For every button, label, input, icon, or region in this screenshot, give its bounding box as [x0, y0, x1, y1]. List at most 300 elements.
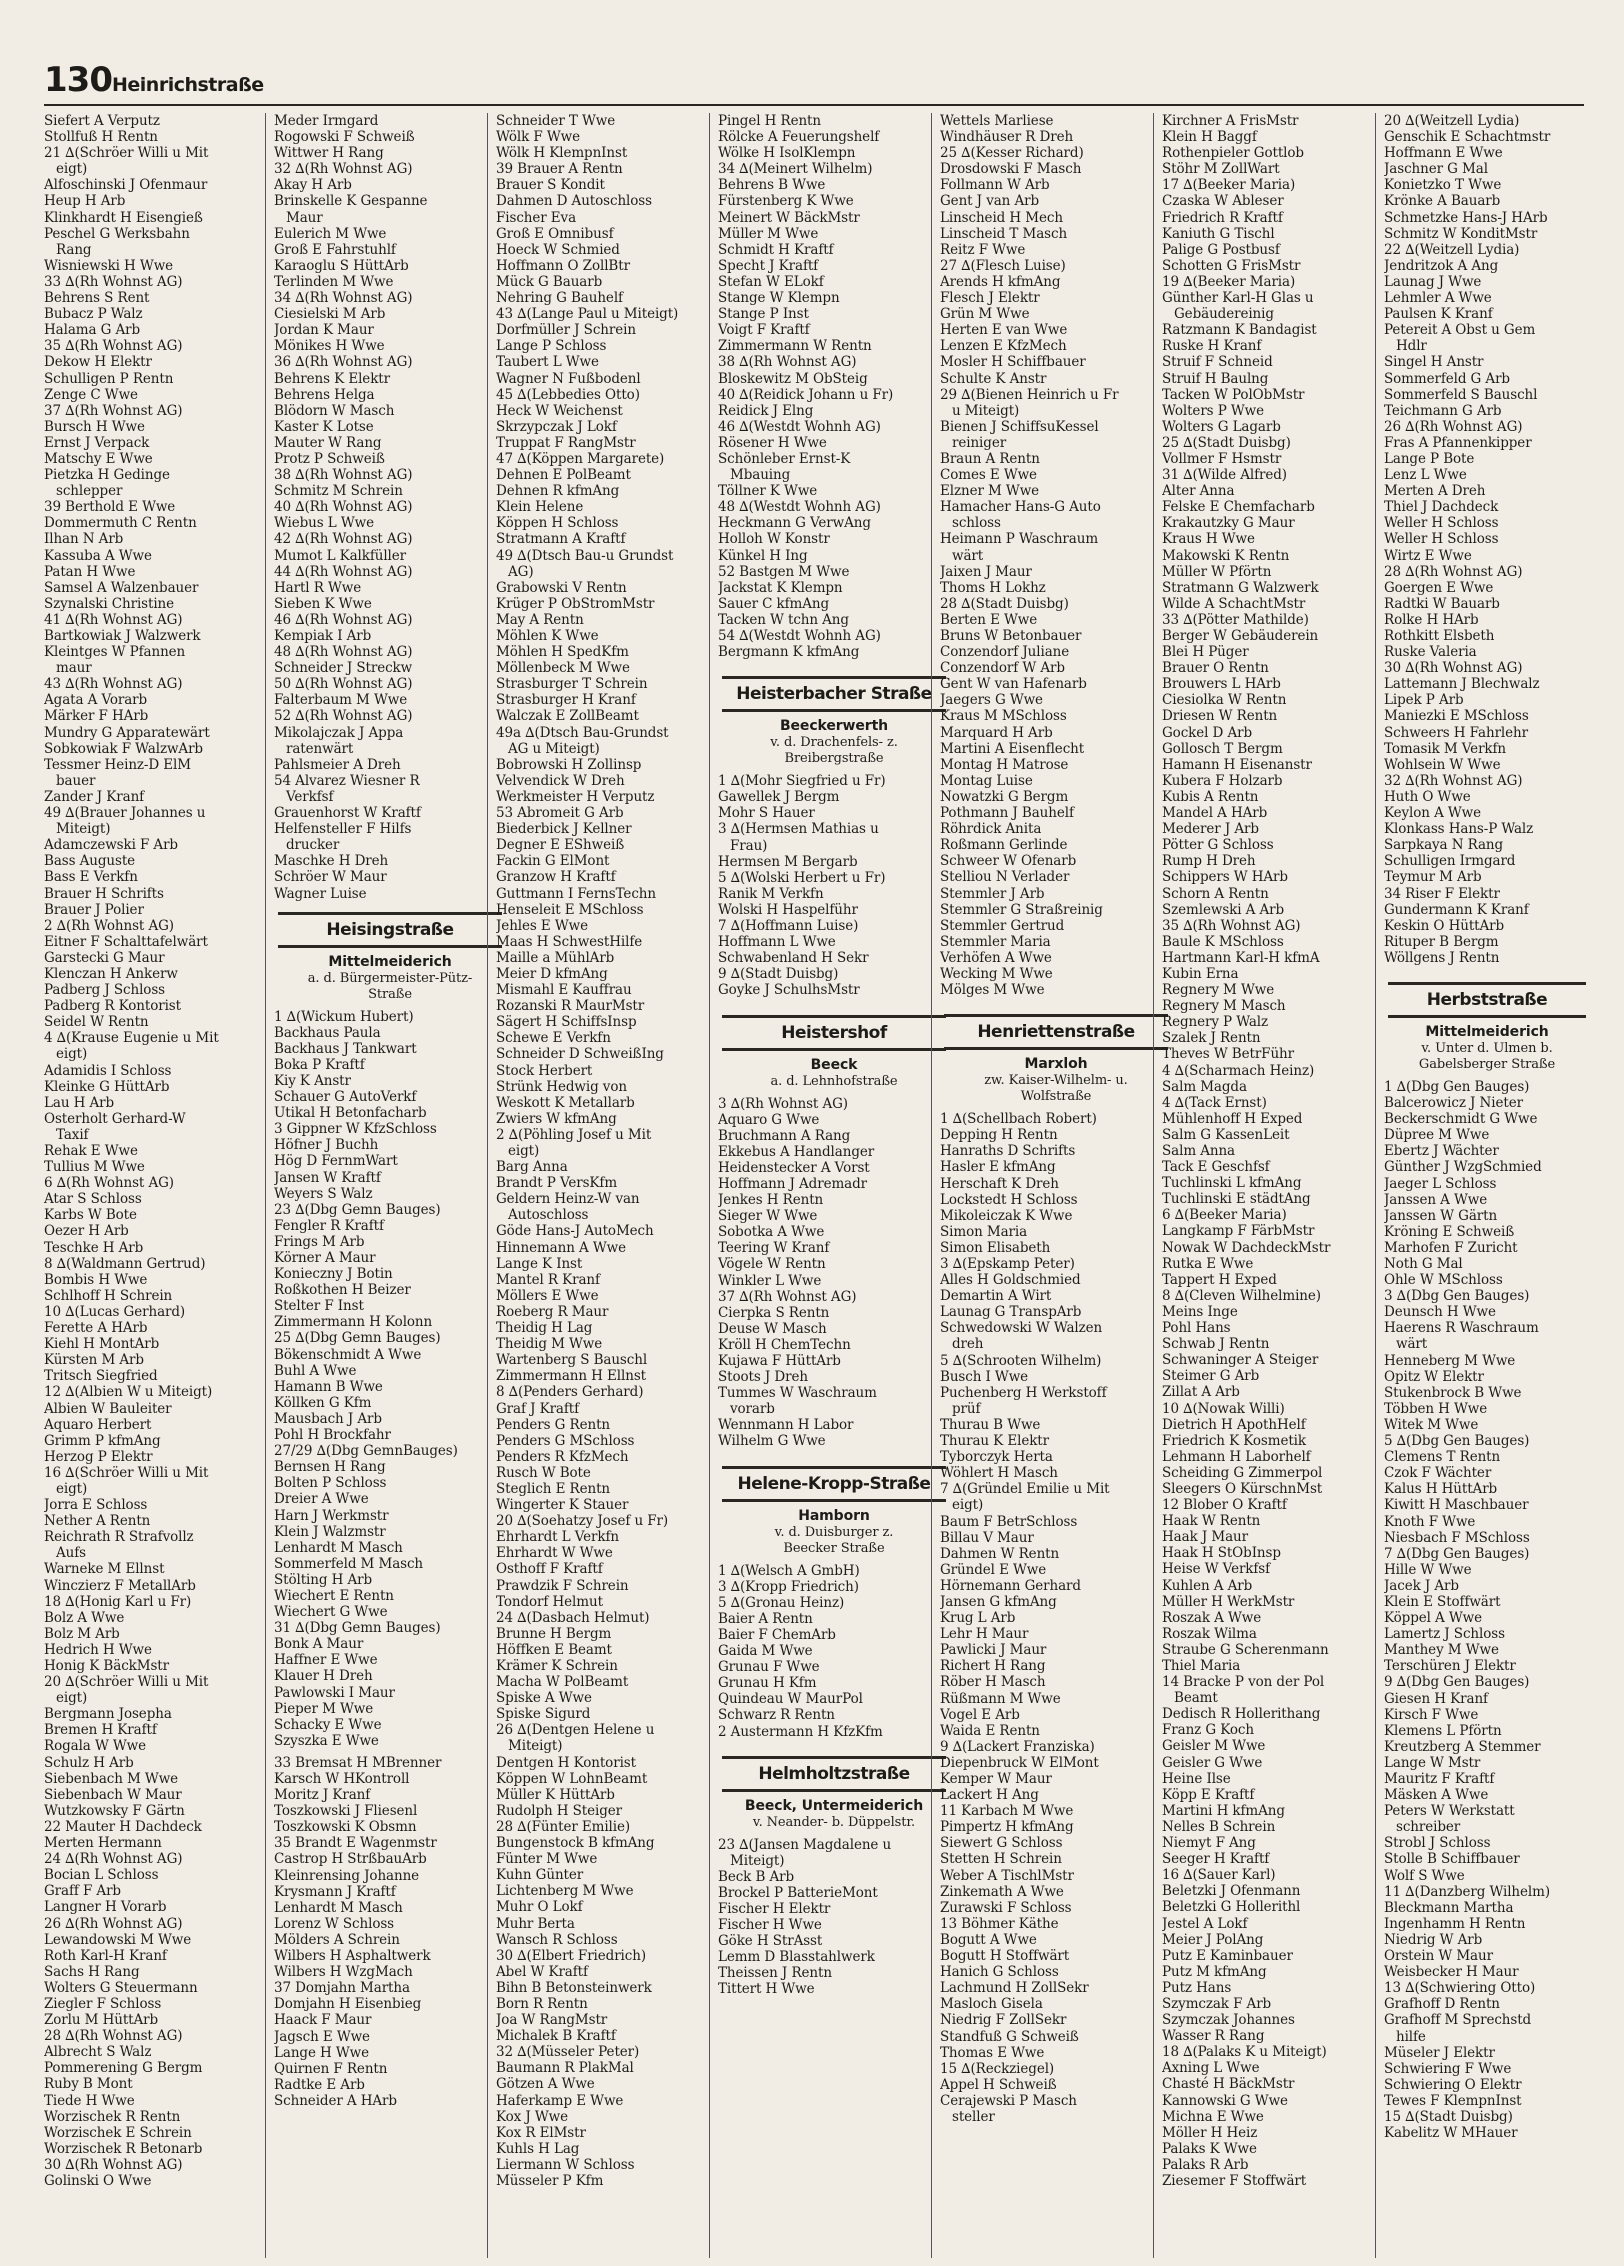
- resident-entry: 10 ∆(Nowak Willi): [1162, 1400, 1285, 1417]
- resident-entry: Rogowski F Schweiß: [274, 129, 415, 146]
- street-range: v. Unter d. Ulmen b.: [1421, 1040, 1553, 1056]
- resident-entry: Szymczak Johannes: [1162, 2012, 1295, 2029]
- resident-entry: 3 Gippner W KfzSchloss: [274, 1121, 437, 1138]
- resident-entry: Weller H Schloss: [1384, 515, 1499, 532]
- resident-entry: Stollfuß H Rentn: [44, 129, 158, 146]
- resident-entry: Haffner E Wwe: [274, 1652, 378, 1669]
- street-range: Breibergstraße: [784, 751, 884, 767]
- resident-entry: 32 ∆(Rh Wohnst AG): [274, 161, 413, 178]
- resident-entry: 40 ∆(Reidick Johann u Fr): [718, 386, 894, 403]
- resident-entry: Patan H Wwe: [44, 563, 136, 580]
- resident-entry: Jendritzok A Ang: [1384, 257, 1499, 274]
- resident-entry: Toszkowski K Obsmn: [274, 1819, 417, 1836]
- resident-entry: Flesch J Elektr: [940, 290, 1040, 307]
- resident-entry: Lenz L Wwe: [1384, 467, 1467, 484]
- resident-entry: Teichmann G Arb: [1384, 402, 1502, 419]
- resident-entry: Friedrich R Kraftf: [1162, 209, 1283, 226]
- resident-entry: Stelliou N Verlader: [940, 869, 1070, 886]
- resident-entry: Strasburger H Kranf: [496, 692, 636, 709]
- spacer: [718, 1450, 950, 1456]
- resident-entry: 3 ∆(Hermsen Mathias u: [718, 821, 879, 838]
- resident-entry: Waida E Rentn: [940, 1722, 1040, 1739]
- resident-entry: 13 Böhmer Käthe: [940, 1915, 1059, 1932]
- resident-entry: Kuhlen A Arb: [1162, 1577, 1253, 1594]
- resident-entry: Theidig H Lag: [496, 1320, 593, 1337]
- resident-entry: Brandt P VersKfm: [496, 1175, 618, 1192]
- resident-entry: Atar S Schloss: [44, 1191, 142, 1208]
- resident-entry: Sommerfeld S Bauschl: [1384, 386, 1538, 403]
- entry-continuation: Beamt: [1174, 1690, 1218, 1707]
- resident-entry: 48 ∆(Westdt Wohnh AG): [718, 499, 881, 516]
- resident-entry: Stukenbrock B Wwe: [1384, 1384, 1522, 1401]
- resident-entry: Schwarz R Rentn: [718, 1707, 835, 1724]
- resident-entry: Grabowski V Rentn: [496, 579, 627, 596]
- street-range: Wolfstraße: [1020, 1089, 1092, 1105]
- resident-entry: Pommerening G Bergm: [44, 2060, 203, 2077]
- resident-entry: Reitz F Wwe: [940, 241, 1026, 258]
- resident-entry: Masloch Gisela: [940, 1996, 1043, 2013]
- resident-entry: 26 ∆(Rh Wohnst AG): [1384, 418, 1523, 435]
- resident-entry: Macha W PolBeamt: [496, 1674, 629, 1691]
- resident-entry: Wisniewski H Wwe: [44, 257, 174, 274]
- resident-entry: Biederbick J Kellner: [496, 821, 632, 838]
- resident-entry: Dehnen R kfmAng: [496, 483, 620, 500]
- resident-entry: Wutzkowsky F Gärtn: [44, 1802, 185, 1819]
- resident-entry: Dahmen W Rentn: [940, 1545, 1060, 1562]
- resident-entry: Bernsen H Rang: [274, 1459, 386, 1476]
- resident-entry: 44 ∆(Rh Wohnst AG): [274, 563, 413, 580]
- resident-entry: Tyborczyk Herta: [940, 1449, 1053, 1466]
- resident-entry: Penders G MSchloss: [496, 1432, 635, 1449]
- resident-entry: 15 ∆(Reckziegel): [940, 2060, 1055, 2077]
- resident-entry: Rothenpieler Gottlob: [1162, 145, 1304, 162]
- resident-entry: Maniezki E MSchloss: [1384, 708, 1529, 725]
- resident-entry: Braun A Rentn: [940, 450, 1040, 467]
- district-name: Beeck: [810, 1056, 858, 1073]
- resident-entry: 52 Bastgen M Wwe: [718, 563, 850, 580]
- resident-entry: Driesen W Rentn: [1162, 708, 1278, 725]
- resident-entry: Brockel P BatterieMont: [718, 1884, 878, 1901]
- resident-entry: Möllenbeck M Wwe: [496, 660, 630, 677]
- resident-entry: Taubert L Wwe: [496, 354, 599, 371]
- resident-entry: Weskott K Metallarb: [496, 1094, 635, 1111]
- resident-entry: Wiebus L Wwe: [274, 515, 374, 532]
- resident-entry: Stetten H Schrein: [940, 1851, 1062, 1868]
- resident-entry: Schwiering F Wwe: [1384, 2060, 1512, 2077]
- resident-entry: Haak H StObInsp: [1162, 1545, 1281, 1562]
- resident-entry: Schulligen Irmgard: [1384, 853, 1516, 870]
- resident-entry: Bergmann Josepha: [44, 1706, 172, 1723]
- district-name: Marxloh: [1024, 1056, 1088, 1073]
- resident-entry: Linscheid T Masch: [940, 225, 1068, 242]
- resident-entry: Geldern Heinz-W van: [496, 1191, 640, 1208]
- resident-entry: Mohr S Hauer: [718, 805, 815, 822]
- resident-entry: Behrens K Elektr: [274, 370, 390, 387]
- resident-entry: Jehles E Wwe: [496, 917, 588, 934]
- resident-entry: Bloskewitz M ObSteig: [718, 370, 868, 387]
- resident-entry: Mismahl E Kauffrau: [496, 982, 632, 999]
- resident-entry: 3 ∆(Dbg Gen Bauges): [1384, 1288, 1530, 1305]
- resident-entry: Ferette A HArb: [44, 1320, 148, 1337]
- resident-entry: 5 ∆(Schrooten Wilhelm): [940, 1352, 1102, 1369]
- resident-entry: Karsch W HKontroll: [274, 1771, 410, 1787]
- resident-entry: Eulerich M Wwe: [274, 225, 387, 242]
- resident-entry: 54 Alvarez Wiesner R: [274, 772, 420, 789]
- directory-column: [265, 113, 506, 2258]
- resident-entry: Martini H kfmAng: [1162, 1802, 1285, 1819]
- resident-entry: Padberg R Kontorist: [44, 998, 181, 1015]
- resident-entry: Agata A Vorarb: [44, 692, 148, 709]
- resident-entry: Sieben K Wwe: [274, 595, 372, 612]
- resident-entry: Bombis H Wwe: [44, 1271, 148, 1288]
- resident-entry: Schwiering O Elektr: [1384, 2076, 1522, 2093]
- entry-continuation: wärt: [952, 547, 984, 564]
- resident-entry: Hoffmann O ZollBtr: [496, 257, 630, 274]
- resident-entry: Kröning E Schweiß: [1384, 1223, 1515, 1240]
- resident-entry: Grimm P kfmAng: [44, 1432, 161, 1449]
- resident-entry: Tewes F KlempnInst: [1384, 2092, 1522, 2109]
- resident-entry: Höfner J Buchh: [274, 1137, 379, 1154]
- resident-entry: Merten A Dreh: [1384, 483, 1486, 500]
- resident-entry: 46 ∆(Westdt Wohnh AG): [718, 418, 881, 435]
- resident-entry: Grunau F Wwe: [718, 1659, 820, 1676]
- resident-entry: 34 ∆(Rh Wohnst AG): [274, 290, 413, 307]
- resident-entry: Huth O Wwe: [1384, 788, 1471, 805]
- resident-entry: 4 ∆(Scharmach Heinz): [1162, 1062, 1315, 1079]
- resident-entry: Tacken W tchn Ang: [718, 611, 849, 628]
- resident-entry: 9 ∆(Stadt Duisbg): [718, 966, 839, 983]
- resident-entry: Baum F BetrSchloss: [940, 1513, 1078, 1530]
- resident-entry: Schönleber Ernst-K: [718, 450, 851, 467]
- resident-entry: Simon Elisabeth: [940, 1239, 1051, 1256]
- resident-entry: Jaegers G Wwe: [940, 692, 1043, 709]
- resident-entry: Lau H Arb: [44, 1094, 115, 1111]
- resident-entry: Szemlewski A Arb: [1162, 901, 1285, 918]
- resident-entry: Martini A Eisenflecht: [940, 740, 1085, 757]
- resident-entry: Jorra E Schloss: [44, 1497, 148, 1514]
- entry-continuation: hilfe: [1396, 2028, 1426, 2045]
- resident-entry: Bolz A Wwe: [44, 1609, 125, 1626]
- resident-entry: Peters W Werkstatt: [1384, 1803, 1515, 1820]
- resident-entry: Schröer W Maur: [274, 869, 387, 886]
- resident-entry: Klonkass Hans-P Walz: [1384, 821, 1534, 838]
- resident-entry: Launag G TranspArb: [940, 1304, 1082, 1321]
- resident-entry: Boka P Kraftf: [274, 1056, 365, 1073]
- resident-entry: Wohlsein W Wwe: [1384, 756, 1501, 773]
- resident-entry: Brauer S Kondit: [496, 177, 605, 194]
- resident-entry: Wolters P Wwe: [1162, 402, 1264, 419]
- resident-entry: Gockel D Arb: [1162, 724, 1253, 741]
- resident-entry: Hörnemann Gerhard: [940, 1577, 1081, 1594]
- resident-entry: Klinkhardt H Eisengieß: [44, 209, 203, 226]
- resident-entry: Friedrich K Kosmetik: [1162, 1432, 1306, 1449]
- street-heading: Heistershof: [722, 1015, 946, 1051]
- resident-entry: Stratmann G Walzwerk: [1162, 579, 1319, 596]
- entry-continuation: dreh: [952, 1336, 984, 1353]
- resident-entry: Roeberg R Maur: [496, 1303, 609, 1320]
- resident-entry: Meins Inge: [1162, 1303, 1238, 1320]
- resident-entry: Sauer C kfmAng: [718, 595, 830, 612]
- resident-entry: 4 ∆(Tack Ernst): [1162, 1094, 1267, 1111]
- resident-entry: 49 ∆(Dtsch Bau-u Grundst: [496, 547, 674, 564]
- resident-entry: Terschüren J Elektr: [1384, 1658, 1516, 1675]
- resident-entry: Bobrowski H Zollinsp: [496, 756, 642, 773]
- resident-entry: Roszak Wilma: [1162, 1625, 1257, 1642]
- resident-entry: Ingenhamm H Rentn: [1384, 1915, 1526, 1932]
- resident-entry: Lewandowski M Wwe: [44, 1931, 192, 1948]
- resident-entry: Schwabenland H Sekr: [718, 950, 869, 967]
- resident-entry: Hamacher Hans-G Auto: [940, 499, 1101, 516]
- resident-entry: Golinski O Wwe: [44, 2173, 152, 2189]
- resident-entry: Märker F HArb: [44, 708, 149, 725]
- resident-entry: Wolters G Steuermann: [44, 1979, 198, 1996]
- resident-entry: Grün M Wwe: [940, 306, 1030, 323]
- resident-entry: Zimmermann W Rentn: [718, 338, 872, 355]
- resident-entry: 39 Brauer A Rentn: [496, 161, 623, 178]
- resident-entry: Radtke E Arb: [274, 2076, 365, 2093]
- resident-entry: 35 ∆(Rh Wohnst AG): [44, 338, 183, 355]
- resident-entry: Theidig M Wwe: [496, 1336, 603, 1353]
- resident-entry: Schewe E Verkfn: [496, 1030, 611, 1047]
- entry-continuation: Hdlr: [1396, 338, 1427, 355]
- resident-entry: Backhaus J Tankwart: [274, 1040, 417, 1057]
- resident-entry: Haerens R Waschraum: [1384, 1320, 1539, 1337]
- resident-entry: 18 ∆(Palaks K u Miteigt): [1162, 2044, 1327, 2061]
- resident-entry: Mederer J Arb: [1162, 821, 1259, 838]
- resident-entry: Gent J van Arb: [940, 193, 1039, 210]
- resident-entry: Jackstat K Klempn: [718, 579, 843, 596]
- resident-entry: Höffken E Beamt: [496, 1641, 612, 1658]
- resident-entry: Schulligen P Rentn: [44, 370, 174, 387]
- resident-entry: Conzendorf Juliane: [940, 644, 1070, 661]
- resident-entry: Roszak A Wwe: [1162, 1609, 1262, 1626]
- resident-entry: Vögele W Rentn: [718, 1256, 826, 1273]
- resident-entry: Theves W BetrFühr: [1162, 1046, 1294, 1063]
- resident-entry: Maas H SchwestHilfe: [496, 933, 643, 950]
- resident-entry: Mosler H Schiffbauer: [940, 354, 1086, 371]
- resident-entry: 30 ∆(Rh Wohnst AG): [1384, 660, 1523, 677]
- resident-entry: Lehmann H Laborhelf: [1162, 1448, 1311, 1465]
- entry-continuation: vorarb: [730, 1401, 775, 1418]
- resident-entry: Domjahn H Eisenbieg: [274, 1996, 422, 2013]
- resident-entry: Diepenbruck W ElMont: [940, 1754, 1099, 1771]
- resident-entry: 29 ∆(Bienen Heinrich u Fr: [940, 386, 1119, 403]
- resident-entry: 14 Bracke P von der Pol: [1162, 1674, 1325, 1691]
- resident-entry: Regnery M Masch: [1162, 998, 1286, 1015]
- resident-entry: Wölk H KlempnInst: [496, 145, 628, 162]
- resident-entry: Jagsch E Wwe: [274, 2028, 370, 2045]
- resident-entry: Körner A Maur: [274, 1250, 376, 1266]
- resident-entry: Knoth F Wwe: [1384, 1513, 1476, 1530]
- resident-entry: Thiel Maria: [1162, 1658, 1241, 1674]
- resident-entry: Wöllgens J Rentn: [1384, 949, 1500, 966]
- resident-entry: Ilhan N Arb: [44, 531, 124, 548]
- resident-entry: Straube G Scherenmann: [1162, 1641, 1329, 1658]
- resident-entry: Kox J Wwe: [496, 2108, 568, 2125]
- resident-entry: Weisbecker H Maur: [1384, 1964, 1519, 1981]
- resident-entry: Siebenbach W Maur: [44, 1786, 182, 1803]
- resident-entry: Thoms H Lokhz: [940, 579, 1046, 596]
- resident-entry: Clemens T Rentn: [1384, 1449, 1501, 1466]
- resident-entry: Strasburger T Schrein: [496, 676, 648, 693]
- resident-entry: Akay H Arb: [274, 177, 352, 194]
- resident-entry: Heidenstecker A Vorst: [718, 1159, 870, 1176]
- resident-entry: Müller W Pförtn: [1162, 563, 1272, 580]
- resident-entry: 16 ∆(Sauer Karl): [1162, 1867, 1276, 1884]
- page-title: Heinrichstraße: [112, 74, 264, 96]
- resident-entry: Halama G Arb: [44, 322, 141, 339]
- resident-entry: Bleckmann Martha: [1384, 1899, 1514, 1916]
- resident-entry: Terlinden M Wwe: [274, 273, 394, 290]
- resident-entry: 26 ∆(Dentgen Helene u: [496, 1722, 655, 1739]
- resident-entry: Roth Karl-H Kranf: [44, 1947, 167, 1964]
- resident-entry: Düpree M Wwe: [1384, 1127, 1490, 1144]
- street-heading: Herbststraße: [1388, 982, 1586, 1018]
- resident-entry: Tritsch Siegfried: [44, 1368, 158, 1385]
- resident-entry: Pawlicki J Maur: [940, 1642, 1047, 1659]
- resident-entry: Protz P Schweiß: [274, 450, 385, 467]
- resident-entry: Wölke H IsolKlempn: [718, 145, 856, 162]
- resident-entry: Göke H StrAsst: [718, 1933, 823, 1950]
- resident-entry: Dekow H Elektr: [44, 354, 152, 371]
- resident-entry: 50 ∆(Rh Wohnst AG): [274, 676, 413, 693]
- resident-entry: Gent W van Hafenarb: [940, 676, 1087, 693]
- resident-entry: Mölges M Wwe: [940, 982, 1045, 999]
- resident-entry: Winczierz F MetallArb: [44, 1577, 196, 1594]
- resident-entry: Szynalski Christine: [44, 595, 175, 612]
- resident-entry: Ranik M Verkfn: [718, 885, 824, 902]
- resident-entry: Jestel A Lokf: [1162, 1915, 1248, 1932]
- resident-entry: Dommermuth C Rentn: [44, 515, 197, 532]
- resident-entry: Lehmler A Wwe: [1384, 290, 1492, 307]
- spacer: [718, 660, 950, 666]
- resident-entry: Lemm D Blasstahlwerk: [718, 1949, 875, 1966]
- resident-entry: 22 Mauter H Dachdeck: [44, 1818, 202, 1835]
- entry-continuation: prüf: [952, 1400, 981, 1417]
- resident-entry: 2 ∆(Rh Wohnst AG): [44, 917, 174, 934]
- resident-entry: Steimer G Arb: [1162, 1368, 1260, 1385]
- resident-entry: 42 ∆(Rh Wohnst AG): [274, 531, 413, 548]
- resident-entry: Honig K BäckMstr: [44, 1658, 169, 1674]
- resident-entry: Schacky E Wwe: [274, 1716, 382, 1733]
- street-heading: Heisterbacher Straße: [722, 676, 946, 712]
- entry-continuation: bauer: [56, 772, 96, 789]
- resident-entry: 25 ∆(Stadt Duisbg): [1162, 434, 1291, 451]
- entry-continuation: Mbauing: [730, 467, 791, 484]
- resident-entry: Nether A Rentn: [44, 1513, 151, 1530]
- resident-entry: Wingerter K Stauer: [496, 1497, 629, 1514]
- resident-entry: Nelles B Schrein: [1162, 1818, 1276, 1835]
- resident-entry: Haak J Maur: [1162, 1529, 1248, 1546]
- resident-entry: Röber H Masch: [940, 1674, 1046, 1691]
- resident-entry: Tummes W Waschraum: [718, 1385, 877, 1402]
- resident-entry: Teschke H Arb: [44, 1239, 144, 1256]
- resident-entry: Tappert H Exped: [1162, 1271, 1277, 1288]
- page-header: [44, 58, 1584, 106]
- resident-entry: Ciesielski M Arb: [274, 306, 386, 323]
- resident-entry: Brauer O Rentn: [1162, 660, 1269, 677]
- resident-entry: Kaster K Lotse: [274, 418, 374, 435]
- resident-entry: Möhlen K Wwe: [496, 628, 599, 644]
- resident-entry: 7 ∆(Gründel Emilie u Mit: [940, 1481, 1110, 1498]
- resident-entry: 20 ∆(Schröer Willi u Mit: [44, 1674, 209, 1691]
- resident-entry: Merten Hermann: [44, 1835, 162, 1852]
- resident-entry: 25 ∆(Dbg Gemn Bauges): [274, 1330, 441, 1347]
- resident-entry: Franz G Koch: [1162, 1722, 1254, 1739]
- resident-entry: 24 ∆(Rh Wohnst AG): [44, 1851, 183, 1868]
- resident-entry: Rudolph H Steiger: [496, 1802, 623, 1819]
- resident-entry: Groß E Omnibusf: [496, 225, 614, 242]
- resident-entry: Abel W Kraftf: [496, 1963, 588, 1980]
- resident-entry: Stemmler J Arb: [940, 885, 1045, 902]
- resident-entry: Spiske Sigurd: [496, 1706, 591, 1723]
- resident-entry: Eitner F Schalttafelwärt: [44, 933, 208, 950]
- resident-entry: Paulsen K Kranf: [1384, 306, 1493, 323]
- resident-entry: Jaeger L Schloss: [1384, 1175, 1497, 1192]
- resident-entry: Genschik E Schachtmstr: [1384, 129, 1551, 146]
- resident-entry: 30 ∆(Elbert Friedrich): [496, 1947, 646, 1964]
- resident-entry: 28 ∆(Stadt Duisbg): [940, 595, 1069, 612]
- resident-entry: Rogala W Wwe: [44, 1738, 147, 1755]
- resident-entry: Geisler G Wwe: [1162, 1754, 1263, 1771]
- resident-entry: Velvendick W Dreh: [496, 772, 625, 789]
- resident-entry: 22 ∆(Weitzell Lydia): [1384, 241, 1520, 258]
- resident-entry: Brauer J Polier: [44, 901, 144, 918]
- resident-entry: Palige G Postbusf: [1162, 241, 1280, 258]
- resident-entry: Lehr H Maur: [940, 1626, 1029, 1643]
- resident-entry: Behrens Helga: [274, 386, 375, 403]
- page-number: 130: [44, 60, 112, 100]
- resident-entry: Fischer H Wwe: [718, 1917, 822, 1934]
- resident-entry: Goergen E Wwe: [1384, 579, 1494, 596]
- resident-entry: Meier J PolAng: [1162, 1931, 1264, 1948]
- resident-entry: Worzischek R Betonarb: [44, 2140, 203, 2157]
- resident-entry: Klein Helene: [496, 499, 584, 516]
- resident-entry: Kraus H Wwe: [1162, 531, 1255, 548]
- resident-entry: Röhrdick Anita: [940, 821, 1042, 838]
- entry-continuation: schlepper: [56, 483, 123, 500]
- resident-entry: 45 ∆(Lebbedies Otto): [496, 386, 640, 403]
- resident-entry: Wagner N Fußbodenl: [496, 370, 641, 387]
- resident-entry: Günther Karl-H Glas u: [1162, 290, 1314, 307]
- resident-entry: Rösener H Wwe: [718, 434, 827, 451]
- resident-entry: Matschy E Wwe: [44, 450, 153, 467]
- resident-entry: Wilde A SchachtMstr: [1162, 595, 1306, 612]
- entry-continuation: eigt): [952, 1497, 984, 1514]
- resident-entry: Padberg J Schloss: [44, 982, 165, 999]
- resident-entry: Dahmen D Autoschloss: [496, 193, 652, 210]
- resident-entry: Gawellek J Bergm: [718, 789, 840, 806]
- resident-entry: Zimmermann H Kolonn: [274, 1314, 433, 1331]
- resident-entry: Prawdzik F Schrein: [496, 1577, 629, 1594]
- resident-entry: Dentgen H Kontorist: [496, 1754, 636, 1771]
- resident-entry: Klein J Walzmstr: [274, 1523, 386, 1540]
- resident-entry: Zurawski F Schloss: [940, 1899, 1072, 1916]
- resident-entry: Jenkes H Rentn: [718, 1192, 824, 1209]
- resident-entry: 13 ∆(Schwiering Otto): [1384, 1980, 1536, 1997]
- resident-entry: Wagner Luise: [274, 885, 367, 902]
- resident-entry: Garstecki G Maur: [44, 949, 165, 966]
- resident-entry: Hermsen M Bergarb: [718, 853, 858, 870]
- resident-entry: 46 ∆(Rh Wohnst AG): [274, 611, 413, 628]
- resident-entry: Petereit A Obst u Gem: [1384, 322, 1536, 339]
- resident-entry: Hille W Wwe: [1384, 1561, 1472, 1578]
- resident-entry: Tacken W PolObMstr: [1162, 386, 1305, 403]
- resident-entry: Herzog P Elektr: [44, 1448, 153, 1465]
- resident-entry: Wirtz E Wwe: [1384, 547, 1472, 564]
- resident-entry: May A Rentn: [496, 611, 584, 628]
- resident-entry: Lenhardt M Masch: [274, 1899, 403, 1916]
